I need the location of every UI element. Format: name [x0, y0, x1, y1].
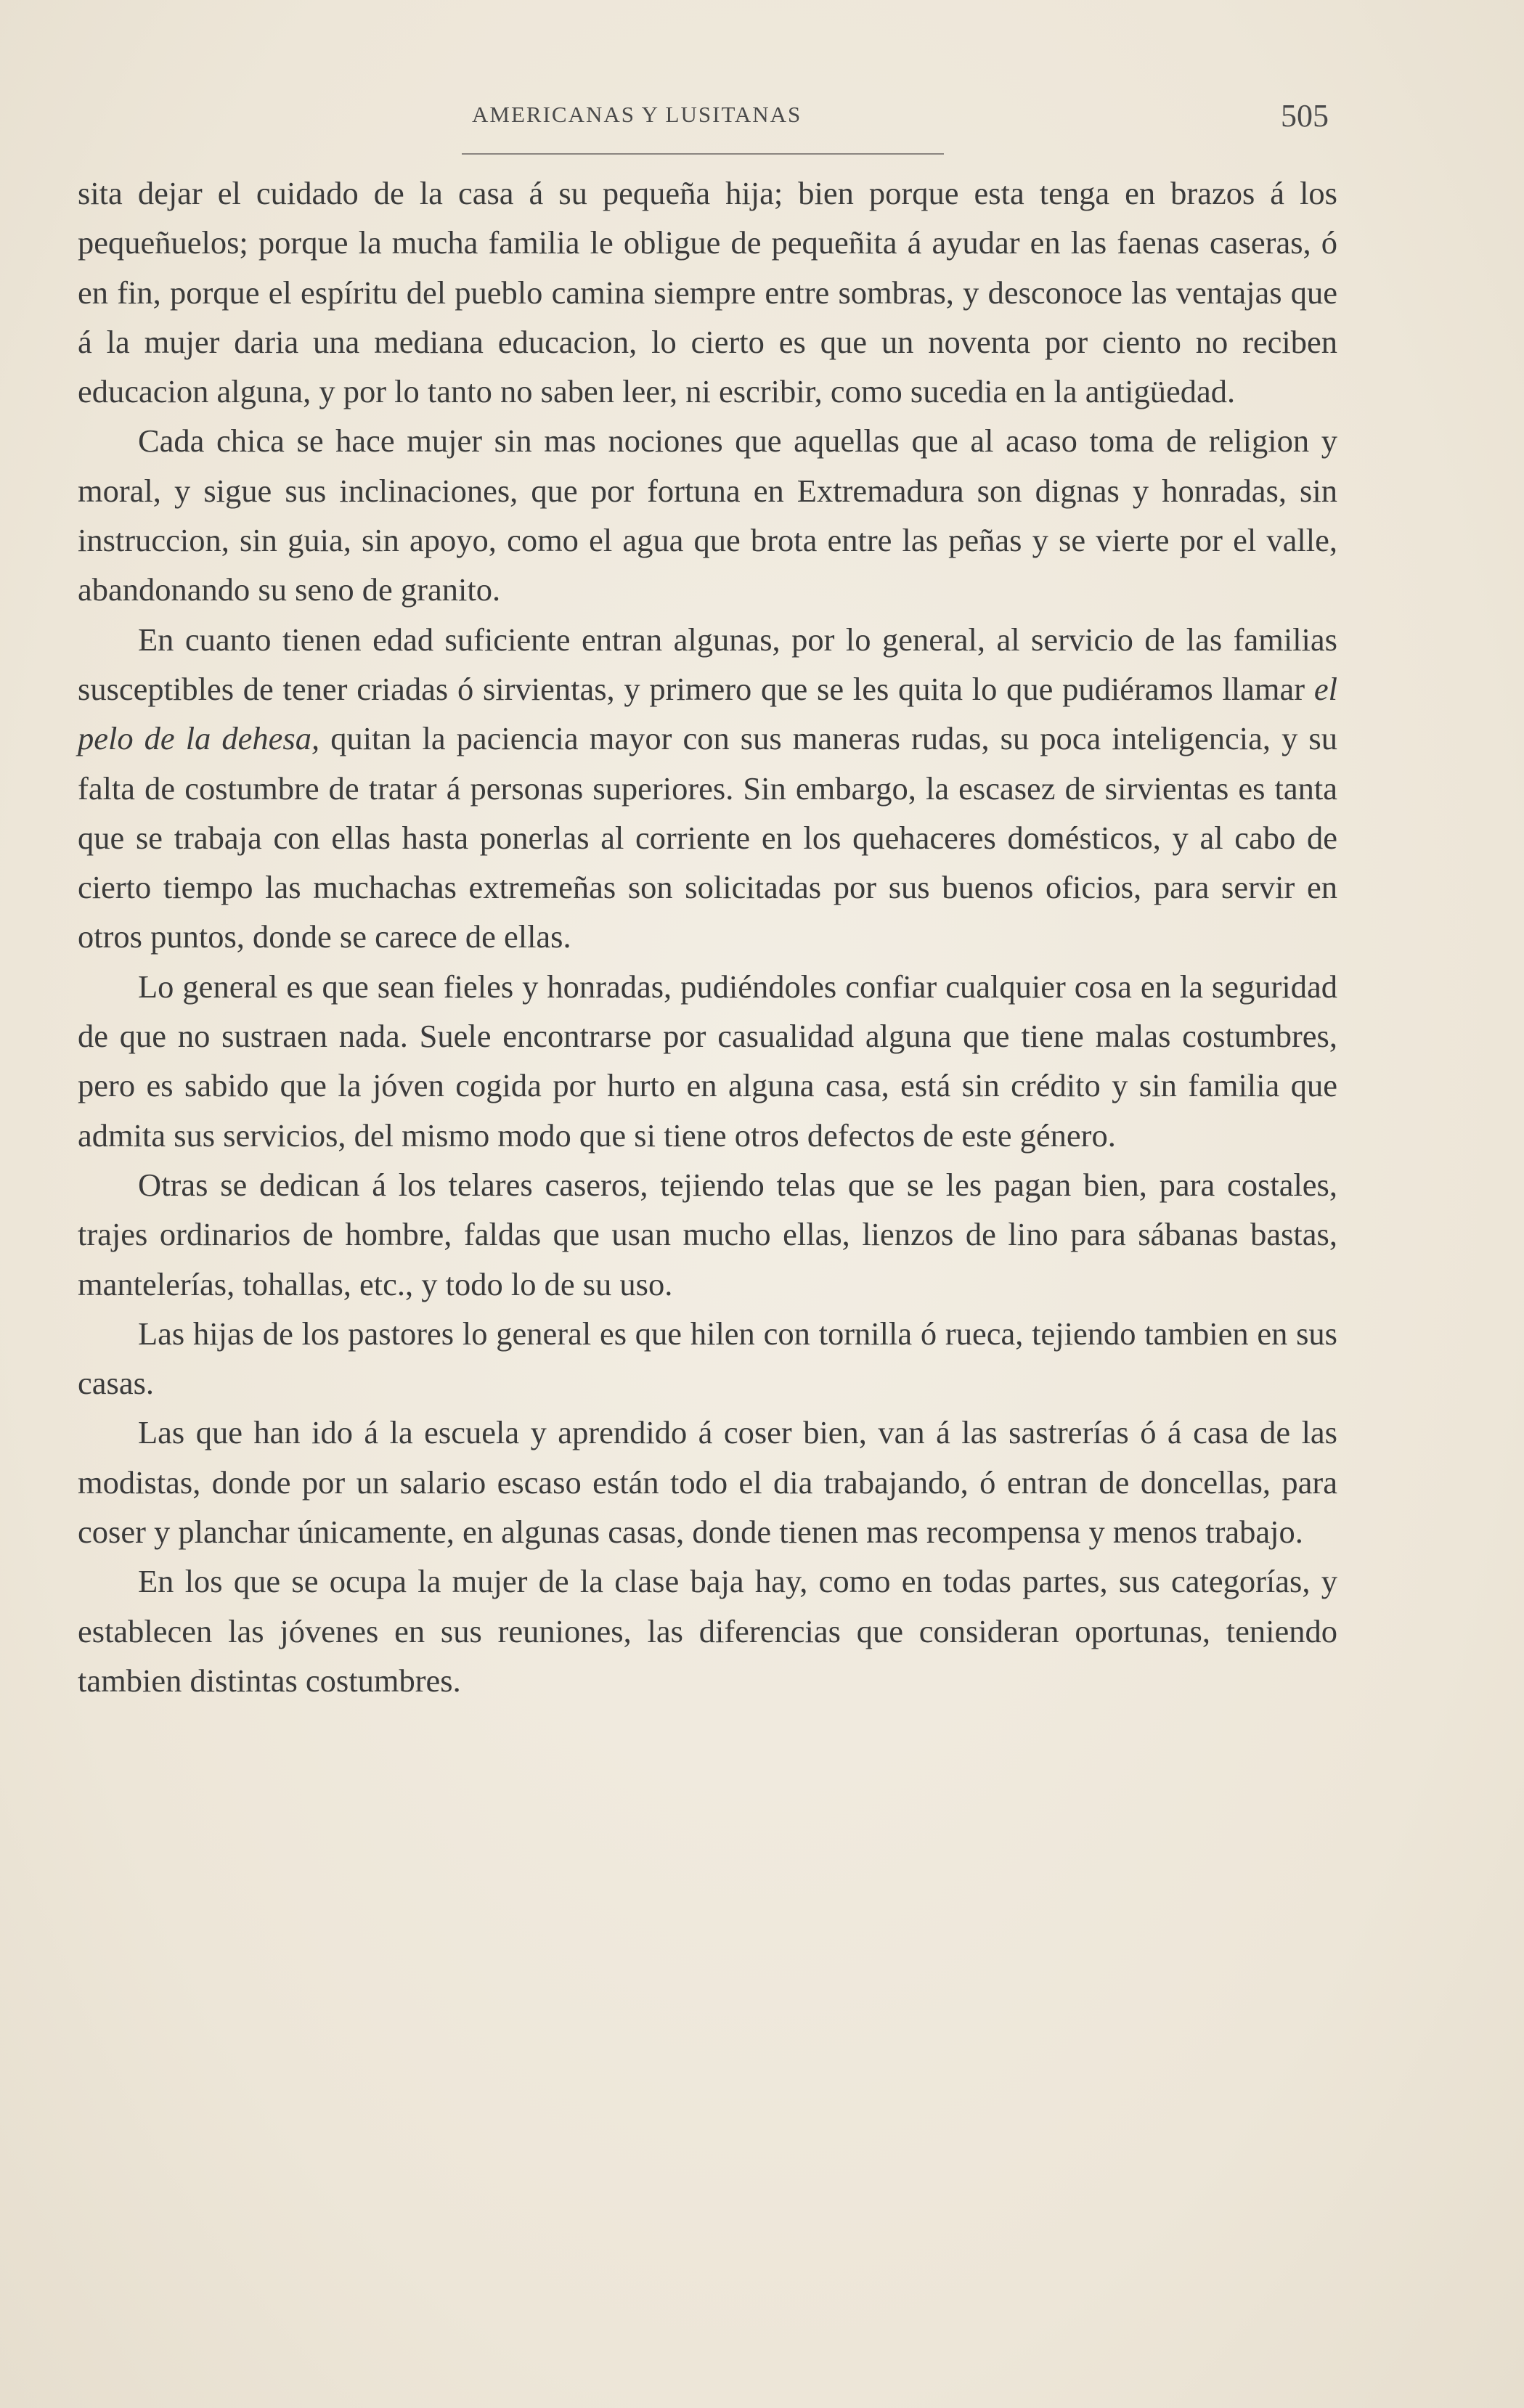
page-header [472, 98, 1329, 145]
paragraph-6: Las hijas de los pastores lo general es que hilen con tornilla ó rueca, tejiendo tambien en sus casas. [78, 1315, 1337, 1402]
header-rule [462, 153, 944, 155]
paragraph-7: Las que han ido á la escuela y aprendido á coser bien, van á las sastrerías ó á casa de las modistas, donde por un salario escaso están todo el dia trabajando, ó entran de doncellas, para coser y planchar únicamente, en algunas casas, donde tienen mas recompensa y menos trabajo. [78, 1414, 1337, 1551]
paragraph-1: sita dejar el cuidado de la casa á su pequeña hija; bien porque esta tenga en brazos á los pequeñuelos; porque la mucha familia le obligue de pequeñita á ayudar en las faenas caseras, ó en fin, porque el espíritu del pueblo camina siempre entre sombras, y desconoce las ventajas que á la mujer daria una mediana educacion, lo cierto es que un noventa por ciento no reciben educacion alguna, y por lo tanto no saben leer, ni escribir, como sucedia en la antigüedad. [78, 175, 1337, 410]
paragraph-2: Cada chica se hace mujer sin mas nociones que aquellas que al acaso toma de religion y moral, y sigue sus inclinaciones, que por fortuna en Extremadura son dignas y honradas, sin instruccion, sin guia, sin apoyo, como el agua que brota entre las peñas y se vierte por el valle, abandonando su seno de granito. [78, 423, 1337, 608]
body-text [78, 168, 1337, 1705]
italic-phrase: el pelo de la dehesa, [78, 670, 1337, 757]
running-title: AMERICANAS Y LUSITANAS [472, 102, 802, 127]
paragraph-3: En cuanto tienen edad suficiente entran algunas, por lo general, al servicio de las familias susceptibles de tener criadas ó sirvientas, y primero que se les quita lo que pudiéramos llamar el pelo de la dehesa, quitan la paciencia mayor con sus maneras rudas, su poca inteligencia, y su falta de costumbre de tratar á personas superiores. Sin embargo, la escasez de sirvientas es tanta que se trabaja con ellas hasta ponerlas al corriente en los quehaceres domésticos, y al cabo de cierto tiempo las muchachas extremeñas son solicitadas por sus buenos oficios, para servir en otros puntos, donde se carece de ellas. [78, 621, 1337, 955]
paragraph-8: En los que se ocupa la mujer de la clase baja hay, como en todas partes, sus categorías, y establecen las jóvenes en sus reuniones, las diferencias que consideran oportunas, teniendo tambien distintas costumbres. [78, 1563, 1337, 1699]
paragraph-4: Lo general es que sean fieles y honradas, pudiéndoles confiar cualquier cosa en la seguridad de que no sustraen nada. Suele encontrarse por casualidad alguna que tiene malas costumbres, pero es sabido que la jóven cogida por hurto en alguna casa, está sin crédito y sin familia que admita sus servicios, del mismo modo que si tiene otros defectos de este género. [78, 968, 1337, 1154]
paragraph-5: Otras se dedican á los telares caseros, tejiendo telas que se les pagan bien, para costales, trajes ordinarios de hombre, faldas que usan mucho ellas, lienzos de lino para sábanas bastas, mantelerías, tohallas, etc., y todo lo de su uso. [78, 1166, 1337, 1302]
page-number: 505 [1281, 98, 1329, 134]
